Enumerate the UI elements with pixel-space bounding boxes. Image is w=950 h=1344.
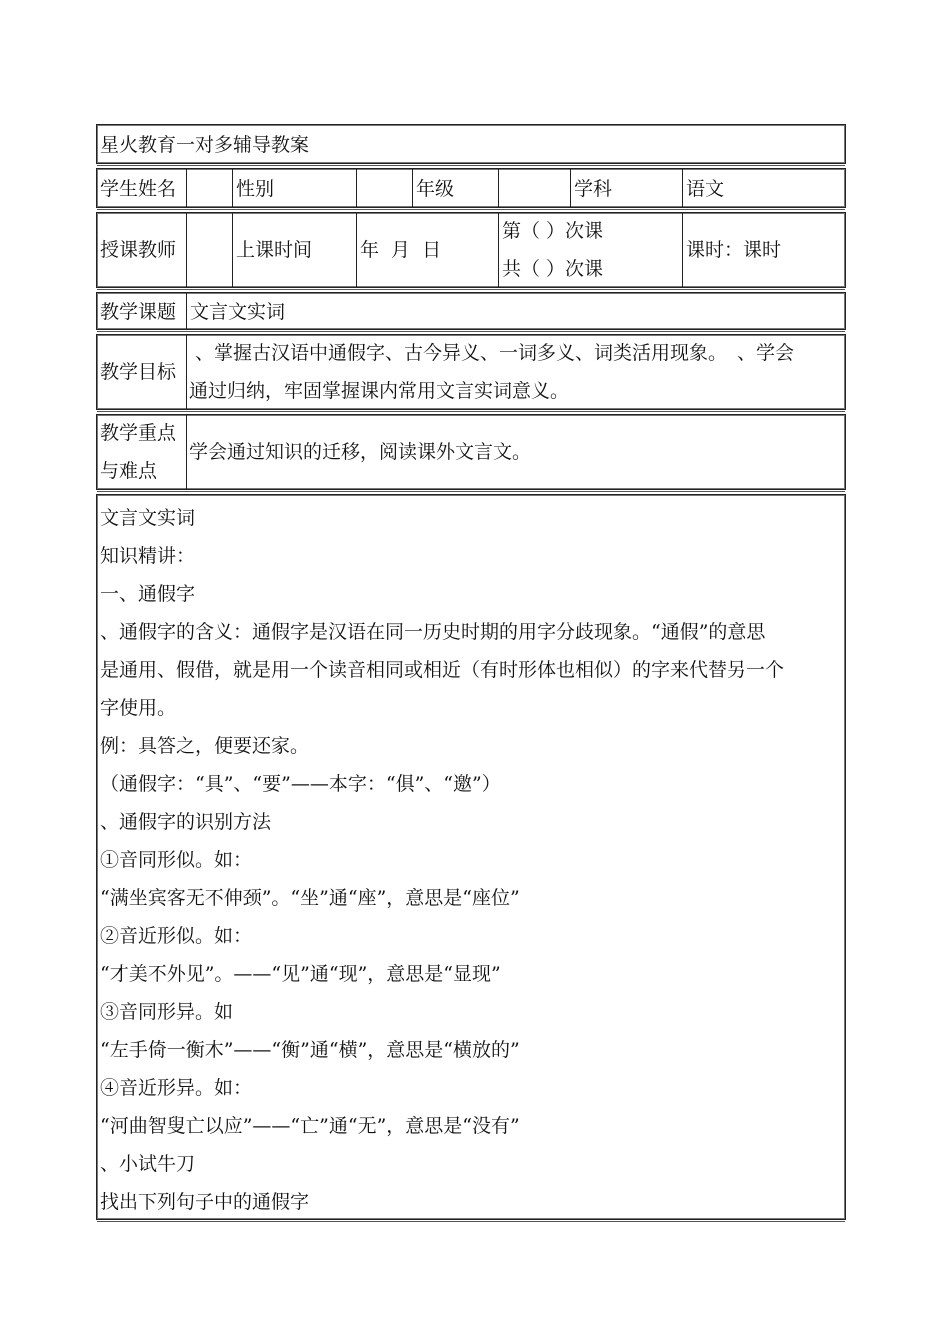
content-body [96, 494, 846, 1220]
goal-line-2: 通过归纳，牢固掌握课内常用文言实词意义。 [189, 380, 570, 402]
content-line: ③音同形异。如 [100, 1001, 234, 1023]
content-line: 知识精讲： [100, 545, 196, 567]
content-line: ①音同形似。如： [100, 849, 253, 871]
content-line: “河曲智叟亡以应”——“亡”通“无”，意思是“没有” [100, 1115, 520, 1137]
content-line: “满坐宾客无不伸颈”。“坐”通“座”，意思是“座位” [100, 887, 520, 909]
focus-label-line-1: 教学重点 [100, 422, 177, 444]
content-line: 是通用、假借，就是用一个读音相同或相近（有时形体也相似）的字来代替另一个 [100, 659, 785, 681]
class-date-value[interactable]: 年 月 日 [357, 213, 499, 287]
gender-label: 性别 [233, 169, 357, 207]
topic-value: 文言文实词 [190, 301, 286, 323]
focus-value: 学会通过知识的迁移，阅读课外文言文。 [189, 441, 532, 463]
grade-label: 年级 [413, 169, 499, 207]
focus-row [96, 414, 846, 490]
content-line: 找出下列句子中的通假字 [100, 1191, 310, 1213]
content-line: 例：具答之，便要还家。 [100, 735, 310, 757]
content-line: ②音近形似。如： [100, 925, 253, 947]
content-line: 字使用。 [100, 697, 177, 719]
class-time-label: 上课时间 [233, 213, 357, 287]
content-line: （通假字：“具”、“要”——本字：“俱”、“邀”） [100, 773, 501, 795]
content-line: 、通假字的识别方法 [100, 811, 272, 833]
topic-row [96, 292, 846, 330]
topic-label: 教学课题 [97, 293, 187, 329]
student-name-value[interactable] [187, 169, 233, 207]
goal-line-1: 、掌握古汉语中通假字、古今异义、一词多义、词类活用现象。 、学会 [195, 342, 795, 364]
student-name-label: 学生姓名 [97, 169, 187, 207]
class-hours: 课时：课时 [686, 239, 782, 261]
teacher-value[interactable] [187, 213, 233, 287]
info-row-student [96, 168, 846, 208]
subject-value: 语文 [686, 178, 725, 200]
teacher-label: 授课教师 [97, 213, 187, 287]
content-line: “才美不外见”。——“见”通“现”，意思是“显现” [100, 963, 501, 985]
session-total: 共（ ）次课 [502, 258, 604, 280]
goal-row [96, 334, 846, 410]
content-line: ④音近形异。如： [100, 1077, 253, 1099]
content-line: “左手倚一衡木”——“衡”通“横”，意思是“横放的” [100, 1039, 520, 1061]
focus-label [97, 415, 187, 489]
subject-label: 学科 [571, 169, 683, 207]
goal-label: 教学目标 [97, 335, 187, 409]
content-line: 文言文实词 [100, 507, 196, 529]
goal-value [187, 335, 845, 409]
session-count-cell [499, 213, 683, 287]
grade-value[interactable] [499, 169, 571, 207]
page-title: 星火教育一对多辅导教案 [100, 134, 310, 156]
content-lines [100, 499, 841, 1221]
gender-value[interactable] [357, 169, 413, 207]
title-row [96, 124, 846, 164]
session-nth: 第（ ）次课 [502, 220, 604, 242]
content-line: 、通假字的含义：通假字是汉语在同一历史时期的用字分歧现象。“通假”的意思 [100, 621, 766, 643]
info-row-teacher [96, 212, 846, 288]
focus-label-line-2: 与难点 [100, 460, 158, 482]
content-line: 、小试牛刀 [100, 1153, 196, 1175]
content-line: 一、通假字 [100, 583, 196, 605]
